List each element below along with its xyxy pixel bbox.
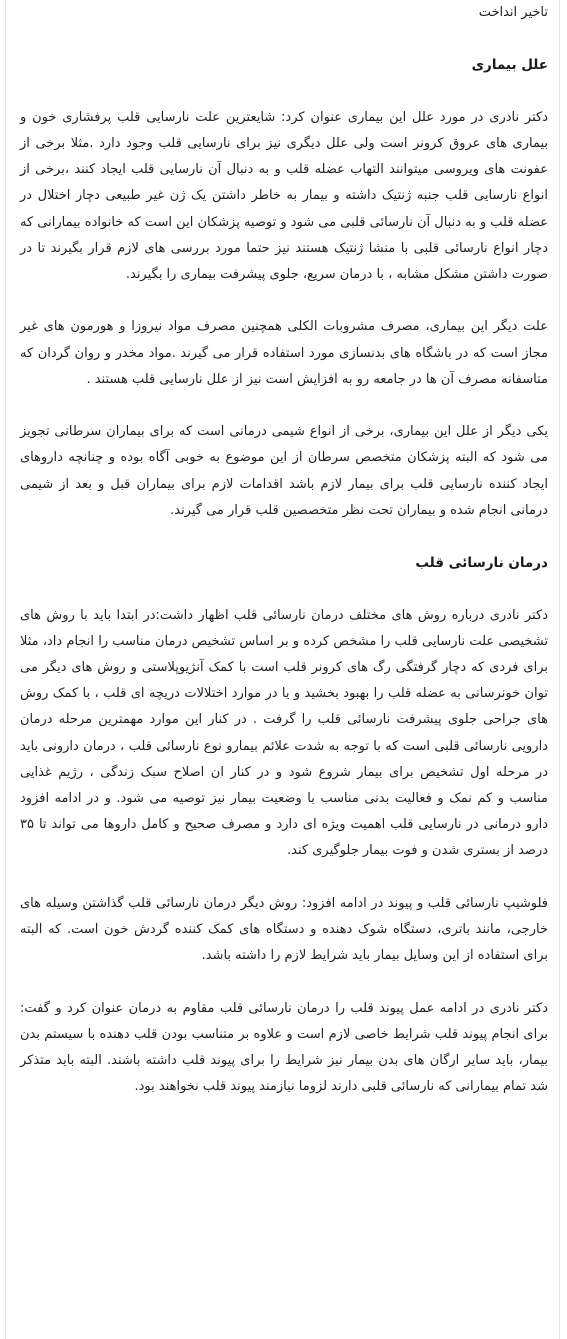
article-body bbox=[20, 0, 548, 1100]
paragraph-treatment-methods: دکتر نادری درباره روش های مختلف درمان نارسائی قلب اظهار داشت:در ابتدا باید با روش های تشخیصی علت نارسایی قلب را مشخص کرده و بر اساس تشخیص درمان مناسب را انجام داد، مثلا برای فردی که دچار گرفتگی رگ های کرونر قلب است با کمک آنژیوپلاستی و روش های دیگر می توان خونرسانی به عضله قلب را بهبود بخشید و یا در موارد اختلالات دریچه ای قلب ، با کمک روش های جراحی جلوی پیشرفت نارسائی قلب را گرفت . در کنار این موارد مهمترین مرحله درمان دارویی نارسائی قلبی است که با توجه به شدت علائم بیمارو نوع نارسائی قلب ، درمان دارونی باید در مرحله اول تشخیص برای بیمار شروع شود و در کنار ان اصلاح سبک زندگی ، رژیم غذایی مناسب و کم نمک و فعالیت بدنی مناسب با وضعیت بیمار نیز توصیه می شود. و در ادامه افزود دارو درمانی در نارسایی قلب اهمیت ویژه ای دارد و مصرف صحیح و کامل داروها می تواند تا ۳۵ درصد از بستری شدن و فوت بیمار جلوگیری کند. bbox=[20, 607, 548, 859]
section-heading-treatment: درمان نارسائی قلب bbox=[415, 555, 548, 572]
paragraph-treatment-transplant: دکتر نادری در ادامه عمل پیوند قلب را درمان نارسائی قلب مقاوم به درمان عنوان کرد و گفت: برای انجام پیوند قلب شرایط خاصی لازم است و علاوه بر متناسب بودن قلب دهنده با سیستم بدن بیمار، باید سایر ارگان های بدن بیمار نیز شرایط را برای پیوند قلب داشته باشند. البته باید متذکر شد تمام بیمارانی که نارسائی قلبی دارند لزوما نیازمند پیوند قلب نخواهند بود. bbox=[20, 1000, 548, 1095]
paragraph-causes-substances: علت دیگر این بیماری، مصرف مشروبات الکلی همچنین مصرف مواد نیروزا و هورمون های غیر مجاز است که در باشگاه های بدنسازی مورد استفاده قرار می گیرند .مواد مخدر و روان گردان که متاسفانه مصرف آن ها در جامعه رو به افزایش است نیز از علل نارسایی قلب هستند . bbox=[20, 319, 548, 387]
paragraph-gap bbox=[20, 79, 548, 105]
paragraph-causes-genetic: دکتر نادری در مورد علل این بیماری عنوان کرد: شایعترین علت نارسایی قلب پرفشاری خون و بیماری های عروق کرونر است ولی علل دیگری نیز برای نارسایی قلب وجود دارد .مثلا برخی از عفونت های ویروسی میتوانند التهاب عضله قلب و به دنبال آن نارسایی قلب ایجاد کنند ،برخی از انواع نارسایی قلب جنبه ژنتیک داشته و بیمار به خاطر داشتن یک ژن غیر طبیعی دچار اختلال در عضله قلب و به دنبال آن نارسائی قلبی می شود و توصیه پزشکان این است که خانواده بیمارانی که دچار انواع نارسائی قلبی با منشا ژنتیک هستند نیز حتما مورد بررسی های لازم قرار بگیرند تا در صورت داشتن مشکل مشابه ، با درمان سریع، جلوی پیشرفت بیماری را بگیرند. bbox=[20, 109, 548, 282]
paragraph-gap bbox=[20, 524, 548, 550]
paragraph-gap bbox=[20, 288, 548, 314]
paragraph-gap bbox=[20, 969, 548, 995]
paragraph-gap bbox=[20, 865, 548, 891]
paragraph-causes-chemotherapy: یکی دیگر از علل این بیماری، برخی از انواع شیمی درمانی است که برای بیماران سرطانی تجویز می شود که البته پزشکان متخصص سرطان از این موضوع به خوبی آگاه بوده و چنانچه داروهای ایجاد کننده نارسایی قلب برای بیمار لازم باشد اقدامات لازم برای بیماران قبل و بعد از شیمی درمانی انجام شده و بیماران تحت نظر متخصصین قلب قرار می گیرند. bbox=[20, 424, 548, 518]
section-heading-causes: علل بیماری bbox=[471, 57, 548, 74]
paragraph-treatment-devices: فلوشیپ نارسائی قلب و پیوند در ادامه افزود: روش دیگر درمان نارسائی قلب گذاشتن وسیله های خارجی، مانند باتری، دستگاه شوک دهنده و دستگاه های کمک کننده گردش خون است. که البته برای استفاده از این وسایل بیمار باید شرایط لازم را داشته باشد. bbox=[20, 895, 548, 964]
paragraph-gap bbox=[20, 393, 548, 419]
paragraph-gap bbox=[20, 576, 548, 602]
paragraph-gap bbox=[20, 26, 548, 52]
continued-text-line: تاخیر انداخت bbox=[478, 5, 548, 20]
